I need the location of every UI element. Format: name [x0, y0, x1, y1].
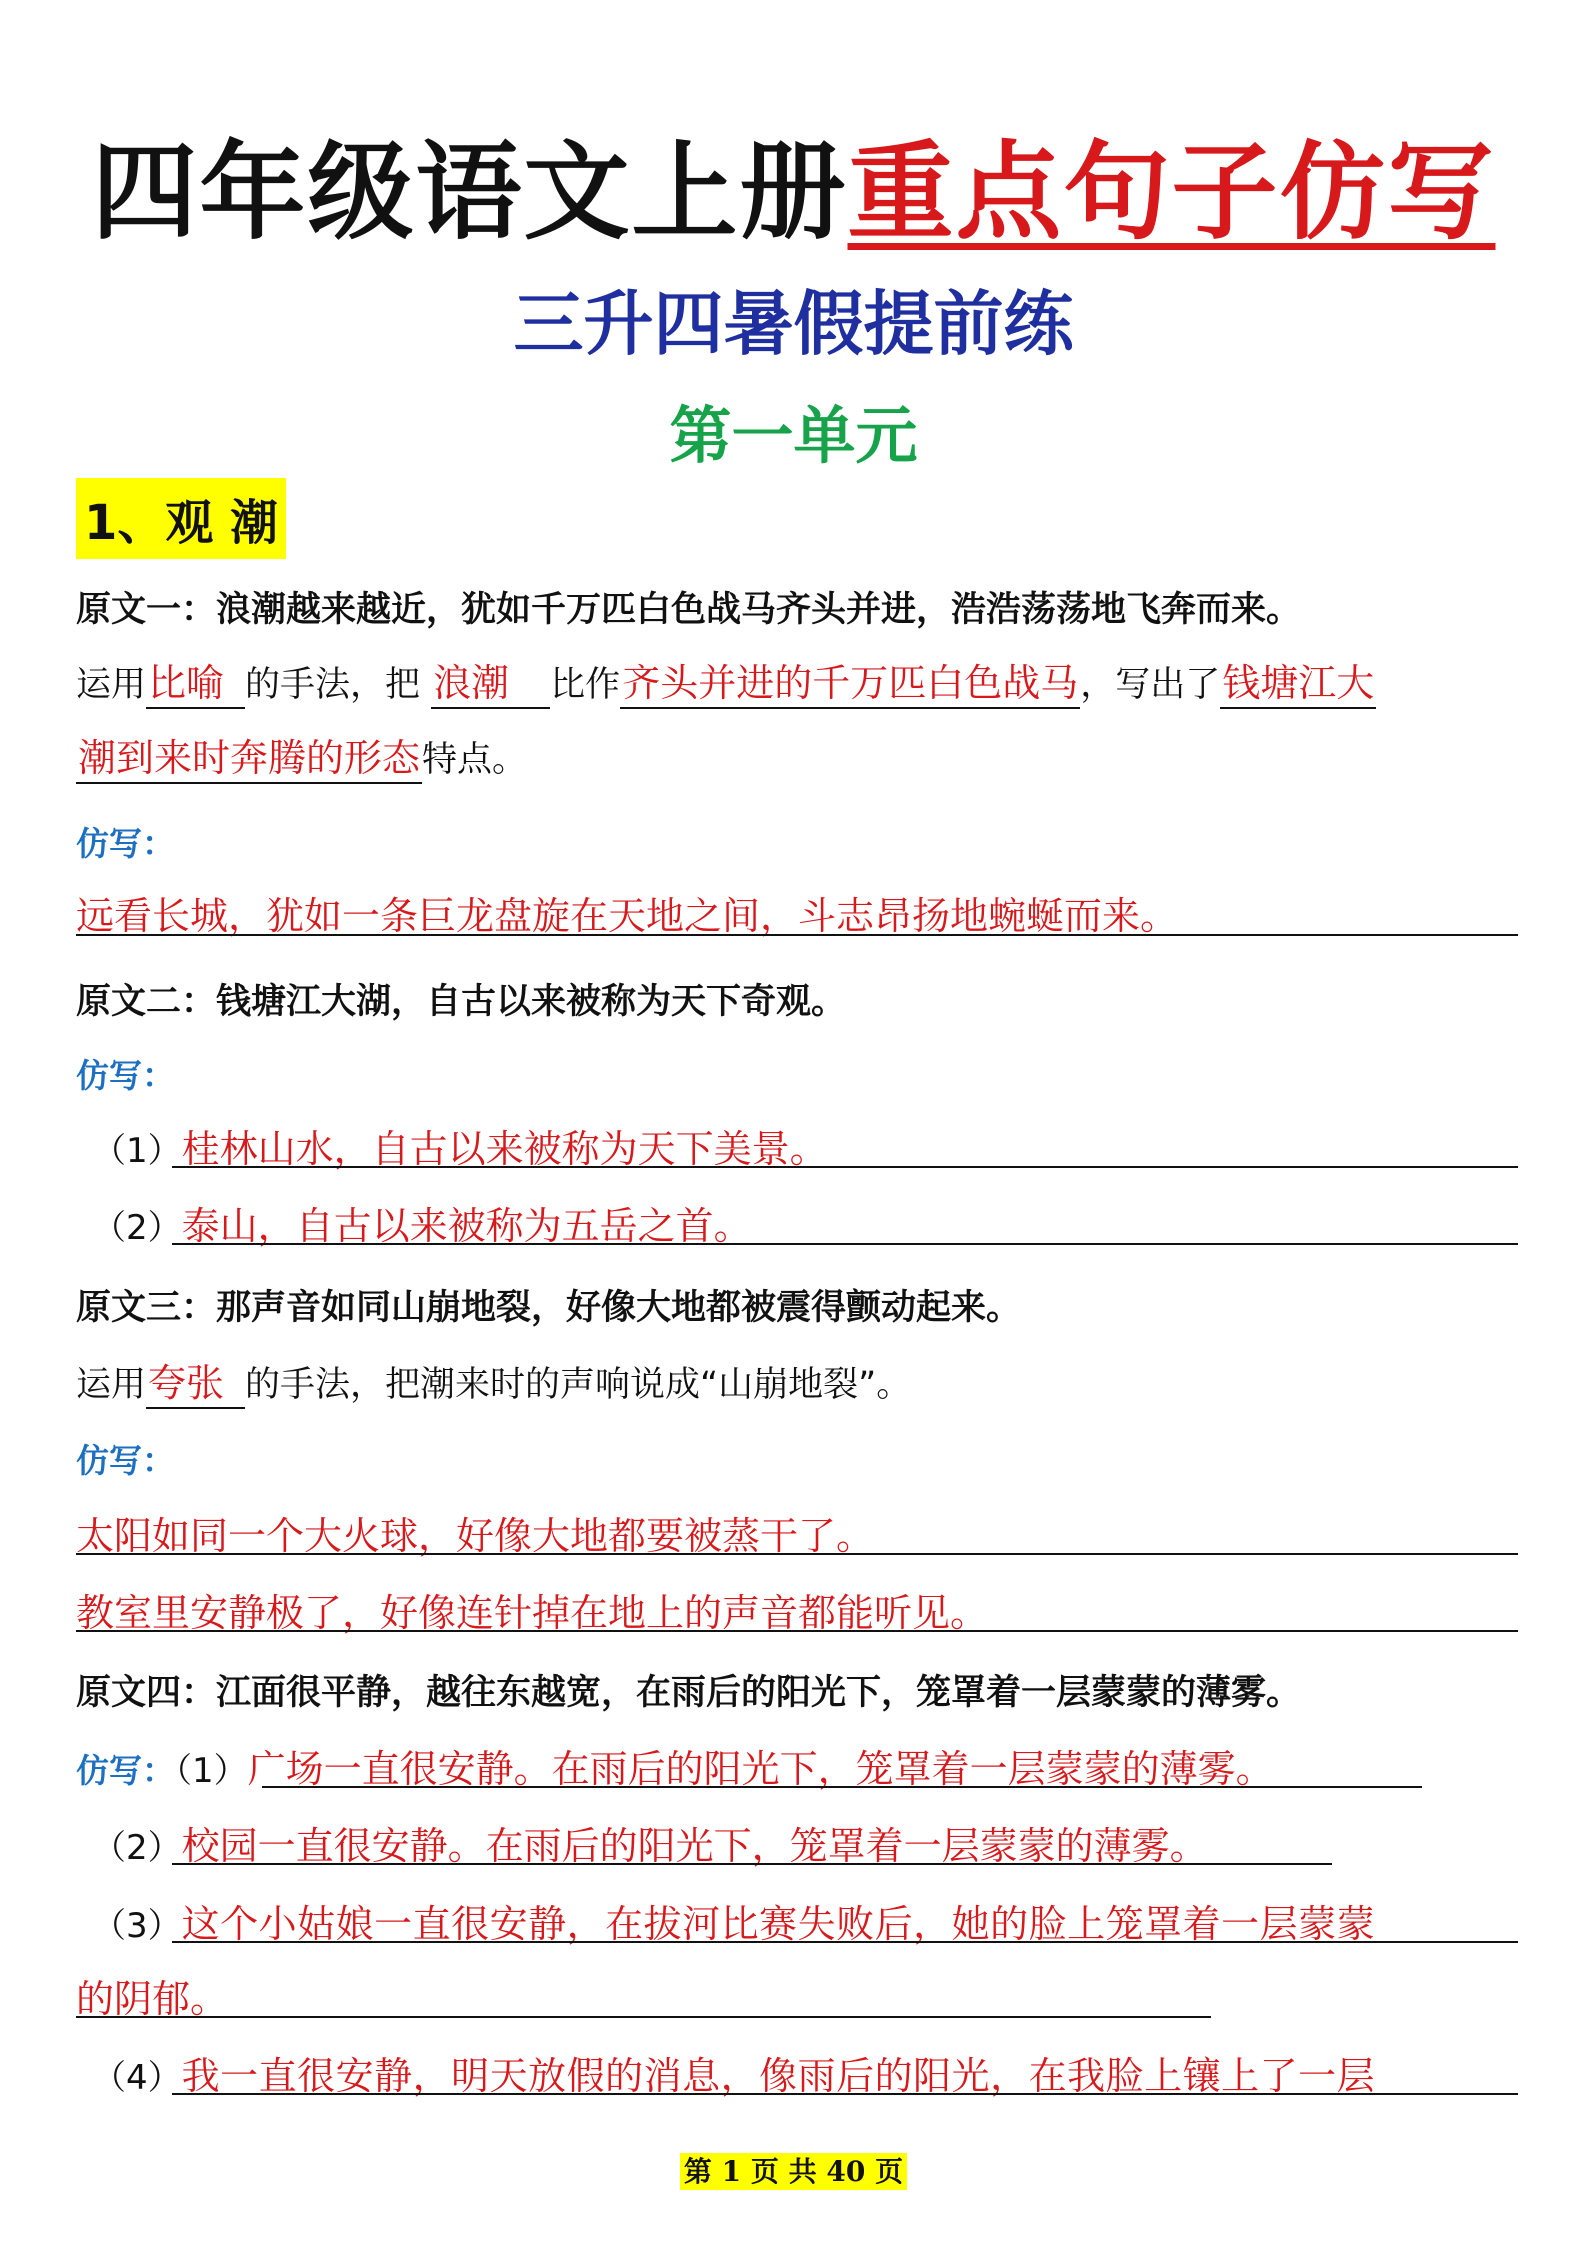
page-subtitle: 三升四暑假提前练 — [513, 283, 1074, 365]
analysis-1-line-2 — [76, 727, 527, 784]
imitate-label: 仿写： — [76, 1751, 175, 1790]
unit-heading: 第一单元 — [669, 399, 918, 472]
imitate-4-item-4 — [92, 2045, 1375, 2100]
item-number: （2） — [92, 1208, 182, 1248]
analysis-text: 的手法，把潮来时的声响说成“山崩地裂”。 — [245, 1365, 912, 1405]
imitate-answer-3b: 教室里安静极了，好像连针掉在地上的声音都能听见。 — [76, 1591, 989, 1635]
item-number: （2） — [92, 1828, 182, 1868]
answer-blank: 齐头并进的千万匹白色战马 — [620, 652, 1080, 709]
analysis-3 — [76, 1352, 911, 1409]
answer-line — [172, 1941, 1518, 1943]
original-sentence-3: 原文三：那声音如同山崩地裂，好像大地都被震得颤动起来。 — [76, 1288, 1022, 1328]
imitate-2-item-1 — [92, 1118, 828, 1173]
imitate-answer: 广场一直很安静。在雨后的阳光下，笼罩着一层蒙蒙的薄雾。 — [247, 1747, 1274, 1791]
imitate-4-item-3 — [92, 1893, 1375, 1948]
answer-line — [172, 2093, 1518, 2095]
answer-line — [172, 1166, 1518, 1168]
title-part1: 四年级语文上册 — [91, 131, 848, 254]
imitate-answer: 桂林山水，自古以来被称为天下美景。 — [181, 1127, 828, 1171]
answer-line — [172, 1243, 1518, 1245]
answer-line — [76, 934, 1518, 936]
analysis-text: ，写出了 — [1080, 665, 1221, 705]
imitate-answer: 这个小姑娘一直很安静，在拔河比赛失败后，她的脸上笼罩着一层蒙蒙 — [181, 1902, 1376, 1946]
answer-blank: 夸张 — [146, 1352, 245, 1409]
answer-line — [262, 1786, 1422, 1788]
analysis-text: 运用 — [76, 1365, 147, 1405]
imitate-answer: 我一直很安静，明天放假的消息，像雨后的阳光，在我脸上镶上了一层 — [181, 2054, 1376, 2098]
page-footer — [0, 2150, 1587, 2190]
page-number: 第 1 页 共 40 页 — [680, 2153, 907, 2190]
imitate-answer-4-3-continued: 的阴郁。 — [76, 1977, 229, 2021]
item-number: （1） — [92, 1131, 182, 1171]
imitate-answer: 校园一直很安静。在雨后的阳光下，笼罩着一层蒙蒙的薄雾。 — [181, 1824, 1208, 1868]
answer-line — [172, 1863, 1332, 1865]
page-title — [0, 108, 1587, 260]
imitate-answer-3a: 太阳如同一个大火球，好像大地都要被蒸干了。 — [76, 1514, 875, 1558]
imitate-4-item-1 — [76, 1738, 1274, 1793]
answer-blank: 浪潮 — [431, 652, 550, 709]
original-sentence-2: 原文二：钱塘江大湖，自古以来被称为天下奇观。 — [76, 982, 847, 1022]
original-sentence-1: 原文一：浪潮越来越近，犹如千万匹白色战马齐头并进，浩浩荡荡地飞奔而来。 — [76, 590, 1302, 630]
imitate-4-item-2 — [92, 1815, 1208, 1870]
item-number: （3） — [92, 1906, 182, 1946]
answer-blank: 钱塘江大 — [1220, 652, 1376, 709]
imitate-answer: 泰山，自古以来被称为五岳之首。 — [181, 1204, 752, 1248]
answer-line — [76, 1553, 1518, 1555]
original-sentence-4: 原文四：江面很平静，越往东越宽，在雨后的阳光下，笼罩着一层蒙蒙的薄雾。 — [76, 1673, 1302, 1713]
imitate-label: 仿写： — [76, 1056, 175, 1095]
section-heading: 1、观 潮 — [76, 478, 286, 559]
item-number: （4） — [92, 2058, 182, 2098]
imitate-2-item-2 — [92, 1195, 752, 1250]
answer-line — [76, 2016, 1211, 2018]
imitate-label: 仿写： — [76, 1441, 175, 1480]
analysis-text: 运用 — [76, 665, 147, 705]
title-part2-highlight: 重点句子仿写 — [847, 131, 1496, 254]
answer-blank: 比喻 — [146, 652, 245, 709]
answer-blank: 潮到来时奔腾的形态 — [76, 727, 422, 784]
item-number: （1） — [175, 1751, 248, 1791]
answer-line — [76, 1630, 1518, 1632]
analysis-1-line-1 — [76, 652, 1376, 709]
imitate-label: 仿写： — [76, 824, 175, 863]
imitate-answer-1: 远看长城，犹如一条巨龙盘旋在天地之间，斗志昂扬地蜿蜒而来。 — [76, 894, 1179, 938]
analysis-text: 的手法，把 — [245, 665, 421, 705]
analysis-text: 特点。 — [422, 740, 528, 780]
analysis-text: 比作 — [550, 665, 621, 705]
